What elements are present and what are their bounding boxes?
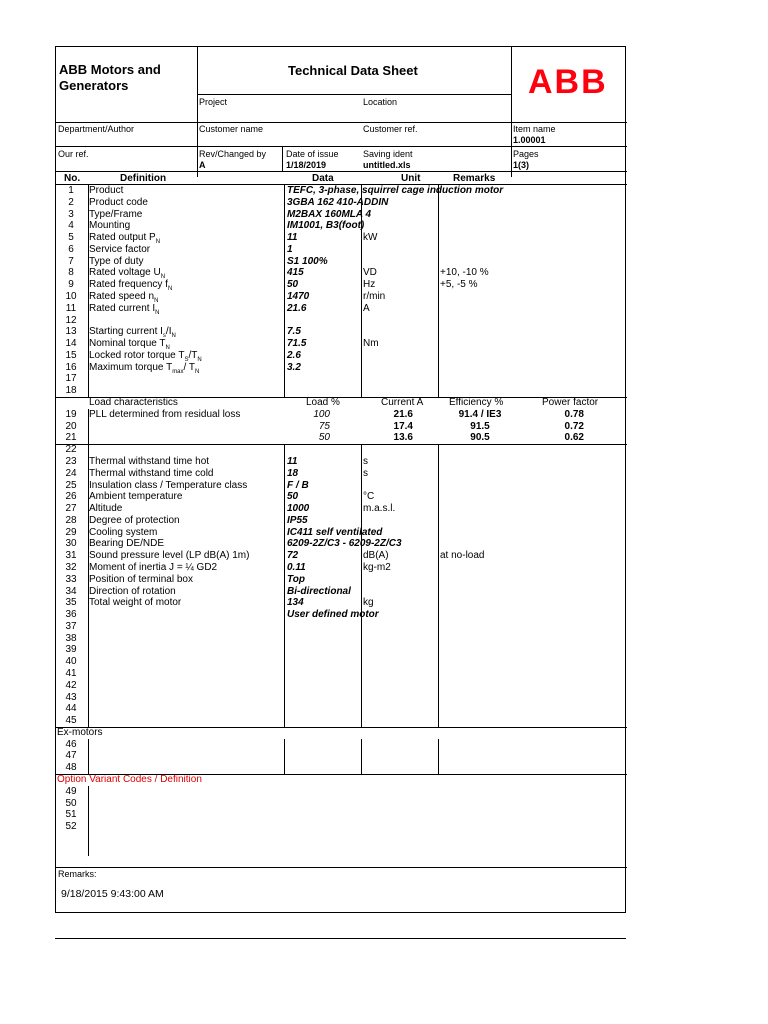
table-row [56, 515, 627, 527]
row-number: 48 [65, 762, 77, 774]
our-ref-label: Our ref. [58, 149, 89, 159]
row-data: 2.6 [287, 349, 301, 361]
saving-ident-value: untitled.xls [363, 160, 411, 170]
table-row [56, 491, 627, 503]
load-col-efficiency: Efficiency % [449, 397, 504, 409]
ex-motors-text: Ex-motors [57, 726, 103, 738]
row-data: Bi-directional [287, 585, 351, 597]
row-number: 25 [65, 479, 77, 491]
load-power-factor: 0.78 [564, 408, 584, 420]
load-power-factor: 0.72 [564, 420, 584, 432]
item-name-label: Item name [513, 124, 556, 134]
load-col-power-factor: Power factor [542, 397, 599, 409]
definition-text: Sound pressure level (LP dB(A) 1m) [89, 550, 250, 562]
row-unit: °C [363, 491, 375, 503]
date-value: 1/18/2019 [286, 160, 327, 170]
table-row [56, 633, 627, 645]
load-efficiency: 91.4 / IE3 [458, 408, 502, 420]
document-title: Technical Data Sheet [288, 63, 418, 78]
row-definition [89, 538, 164, 550]
row-unit: A [363, 302, 370, 314]
table-row [56, 845, 627, 857]
row-data: 7.5 [287, 326, 301, 338]
col-header-data: Data [312, 173, 334, 184]
row-data: 1470 [287, 291, 310, 303]
table-row [56, 220, 627, 232]
row-data: 415 [287, 267, 304, 279]
definition-subscript: N [155, 309, 160, 316]
definition-text-2: /T [188, 349, 198, 361]
row-unit: kg [363, 597, 374, 609]
row-number: 32 [65, 561, 77, 573]
row-data: 6209-2Z/C3 - 6209-2Z/C3 [287, 538, 402, 550]
row-definition [89, 209, 142, 221]
load-title: Load characteristics [89, 397, 178, 409]
col-header-unit: Unit [401, 173, 421, 184]
row-number: 3 [68, 208, 74, 220]
option-text: Option Variant Codes / Definition [57, 774, 202, 785]
row-data: 21.6 [287, 302, 307, 314]
row-unit: r/min [363, 291, 386, 303]
load-col-load: Load % [306, 397, 340, 409]
row-number: 1 [68, 185, 74, 196]
row-data: IC411 self ventilated [287, 526, 383, 538]
definition-text: Altitude [89, 503, 123, 515]
table-row [56, 256, 627, 268]
table-row [56, 656, 627, 668]
definition-text: Nominal torque T [89, 338, 166, 350]
row-number: 40 [65, 656, 77, 668]
department-label: Department/Author [58, 124, 135, 134]
row-data: F / B [287, 479, 309, 491]
row-data: 11 [287, 455, 298, 467]
row-remarks: +10, -10 % [440, 267, 489, 279]
row-definition [89, 480, 247, 492]
col-header-no: No. [64, 173, 81, 184]
table-row [56, 185, 627, 197]
definition-text: Position of terminal box [89, 573, 193, 585]
row-definition [89, 574, 193, 586]
row-data: User defined motor [287, 609, 379, 621]
table-row [56, 232, 627, 244]
row-unit: Nm [363, 338, 379, 350]
table-row [56, 586, 627, 598]
table-row [56, 350, 627, 362]
definition-text-2: / T [183, 361, 196, 373]
row-number: 27 [65, 503, 77, 515]
row-number: 16 [65, 361, 77, 373]
row-data: 0.11 [287, 561, 306, 573]
company-line-1: ABB Motors and [59, 62, 161, 77]
table-row [56, 279, 627, 291]
table-row [56, 692, 627, 704]
table-row [56, 668, 627, 680]
definition-text: Service factor [89, 243, 151, 255]
row-number: 51 [65, 809, 77, 821]
row-number: 30 [65, 538, 77, 550]
definition-text: Locked rotor torque T [89, 349, 185, 361]
table-row [56, 550, 627, 562]
row-number: 28 [65, 514, 77, 526]
row-definition [89, 468, 214, 480]
row-definition [89, 597, 181, 609]
row-number: 10 [65, 291, 77, 303]
table-row [56, 750, 627, 762]
ex-motors-label [56, 727, 627, 739]
row-data: 50 [287, 491, 299, 503]
load-header-row [56, 397, 627, 409]
row-number: 37 [65, 620, 77, 632]
data-sheet [55, 46, 626, 913]
row-number: 12 [65, 314, 77, 326]
row-data: IP55 [287, 514, 308, 526]
definition-text: Ambient temperature [89, 491, 183, 503]
definition-subscript: N [165, 345, 170, 352]
definition-text: Mounting [89, 220, 131, 232]
load-row [56, 421, 627, 433]
definition-subscript: N [154, 298, 159, 305]
definition-text: Rated frequency f [89, 279, 168, 291]
row-number: 22 [65, 444, 77, 456]
row-number: 45 [65, 715, 77, 727]
definition-subscript: N [160, 274, 166, 281]
definition-text: Thermal withstand time cold [89, 467, 214, 479]
row-number: 4 [68, 220, 74, 232]
definition-subscript: S [184, 356, 189, 363]
row-definition [89, 562, 217, 574]
row-number: 33 [65, 573, 77, 585]
row-number: 42 [65, 679, 77, 691]
row-definition [89, 550, 249, 562]
definition-text: Insulation class / Temperature class [89, 479, 248, 491]
table-row [56, 503, 627, 515]
row-definition [89, 185, 123, 197]
row-data: 3.2 [287, 361, 301, 373]
table-row [56, 385, 627, 397]
load-row [56, 432, 627, 444]
table-row [56, 362, 627, 374]
row-data: S1 100% [287, 255, 328, 267]
row-number: 23 [65, 455, 77, 467]
row-definition [89, 515, 180, 527]
definition-text: Direction of rotation [89, 585, 176, 597]
row-definition [89, 220, 130, 232]
load-percent: 75 [318, 420, 330, 432]
row-number: 34 [65, 585, 77, 597]
table-row [56, 574, 627, 586]
table-row [56, 609, 627, 621]
table-row [56, 809, 627, 821]
rev-label: Rev/Changed by [199, 149, 267, 159]
table-row [56, 739, 627, 751]
row-definition: PLL determined from residual loss [89, 408, 241, 420]
row-data: 1 [287, 243, 293, 255]
definition-text: Cooling system [89, 526, 158, 538]
page-bottom-rule [55, 938, 626, 939]
row-number: 47 [65, 750, 77, 762]
row-definition [89, 503, 122, 515]
row-number: 52 [65, 821, 77, 833]
definition-subscript: N [167, 286, 173, 293]
table-row [56, 468, 627, 480]
load-current: 13.6 [393, 432, 413, 444]
definition-text: Rated speed n [89, 291, 155, 303]
definition-subscript: s [162, 333, 166, 340]
table-row [56, 715, 627, 727]
row-number: 14 [65, 338, 77, 350]
row-number: 26 [65, 491, 77, 503]
row-definition [89, 527, 157, 539]
table-row [56, 373, 627, 385]
definition-text: Rated output P [89, 232, 156, 244]
table-row [56, 562, 627, 574]
row-unit: Hz [363, 279, 376, 291]
row-data: M2BAX 160MLA 4 [287, 208, 372, 220]
row-definition [89, 256, 143, 268]
definition-subscript: N [155, 239, 161, 246]
row-unit: s [363, 467, 368, 479]
table-row [56, 291, 627, 303]
row-unit: kg-m2 [363, 561, 391, 573]
row-unit: m.a.s.l. [363, 503, 396, 515]
row-number: 38 [65, 632, 77, 644]
row-number: 5 [68, 232, 74, 244]
row-number: 35 [65, 597, 77, 609]
definition-text: Product code [89, 196, 148, 208]
table-row [56, 338, 627, 350]
load-percent: 50 [318, 432, 330, 444]
load-current: 17.4 [393, 420, 413, 432]
row-data: 18 [287, 467, 299, 479]
col-header-remarks: Remarks [453, 173, 496, 184]
definition-text-2: /I [165, 326, 172, 338]
table-row [56, 244, 627, 256]
abb-logo: ABB [528, 63, 608, 101]
option-label [56, 774, 627, 786]
load-row [56, 409, 627, 421]
row-number: 41 [65, 667, 77, 679]
table-row [56, 209, 627, 221]
col-header-definition: Definition [120, 173, 167, 184]
row-definition [89, 244, 150, 256]
row-number: 21 [65, 432, 77, 444]
table-row [56, 786, 627, 798]
table-row [56, 821, 627, 833]
definition-subscript-2: N [195, 368, 200, 375]
table-row [56, 798, 627, 810]
customer-name-label: Customer name [199, 124, 264, 134]
definition-text: Maximum torque T [89, 361, 173, 373]
row-number: 9 [68, 279, 74, 291]
definition-text: Rated voltage U [89, 267, 161, 279]
definition-text: Total weight of motor [89, 597, 182, 609]
row-unit: s [363, 455, 368, 467]
row-data: 134 [287, 597, 304, 609]
company-line-2: Generators [59, 78, 129, 93]
table-row [56, 527, 627, 539]
load-current: 21.6 [393, 408, 413, 420]
row-definition [89, 456, 209, 468]
row-number: 31 [65, 550, 77, 562]
definition-text: Moment of inertia J = ¼ GD2 [89, 561, 218, 573]
table-row [56, 267, 627, 279]
row-unit: kW [363, 232, 378, 244]
load-efficiency: 90.5 [470, 432, 490, 444]
company-name [59, 62, 161, 94]
row-data: 72 [287, 550, 299, 562]
row-number: 19 [65, 408, 77, 420]
project-label: Project [199, 97, 228, 107]
row-number: 46 [65, 738, 77, 750]
definition-text: Degree of protection [89, 514, 180, 526]
load-efficiency: 91.5 [470, 420, 490, 432]
table-row [56, 833, 627, 845]
row-data: 1000 [287, 503, 310, 515]
table-row [56, 197, 627, 209]
row-definition [89, 491, 182, 503]
table-row [56, 538, 627, 550]
saving-ident-label: Saving ident [363, 149, 413, 159]
row-data: 11 [287, 232, 298, 244]
row-data: Top [287, 573, 305, 585]
row-number: 18 [65, 385, 77, 397]
definition-text: Rated current I [89, 302, 156, 314]
row-number: 24 [65, 467, 77, 479]
row-number: 39 [65, 644, 77, 656]
row-remarks: at no-load [440, 550, 485, 562]
definition-text: Type of duty [89, 255, 144, 267]
row-number: 7 [68, 255, 74, 267]
customer-ref-label: Customer ref. [363, 124, 418, 134]
rev-value: A [199, 160, 206, 170]
table-row [56, 680, 627, 692]
table-row [56, 456, 627, 468]
table-row [56, 303, 627, 315]
table-row [56, 621, 627, 633]
row-number: 49 [65, 785, 77, 797]
row-number: 13 [65, 326, 77, 338]
row-number: 20 [65, 420, 77, 432]
row-number: 36 [65, 609, 77, 621]
table-row [56, 762, 627, 774]
row-number: 44 [65, 703, 77, 715]
row-unit: dB(A) [363, 550, 389, 562]
table-row [56, 703, 627, 715]
definition-text: Type/Frame [89, 208, 143, 220]
remarks-label: Remarks: [58, 869, 97, 879]
row-definition [89, 197, 148, 209]
definition-text: Starting current I [89, 326, 163, 338]
table-row [56, 444, 627, 456]
location-label: Location [363, 97, 398, 107]
definition-subscript-2: N [171, 333, 176, 340]
table-row [56, 315, 627, 327]
footer-timestamp: 9/18/2015 9:43:00 AM [61, 888, 164, 900]
row-number: 29 [65, 526, 77, 538]
table-row [56, 644, 627, 656]
definition-text: Product [89, 185, 124, 196]
load-percent: 100 [313, 408, 330, 420]
row-number: 8 [68, 267, 74, 279]
row-remarks: +5, -5 % [440, 279, 478, 291]
row-data: TEFC, 3-phase, squirrel cage induction motor [287, 185, 504, 196]
row-number: 15 [65, 349, 77, 361]
date-label: Date of issue [286, 149, 339, 159]
load-col-current: Current A [381, 397, 424, 409]
pages-value: 1(3) [513, 160, 530, 170]
table-row [56, 597, 627, 609]
load-power-factor: 0.62 [564, 432, 584, 444]
row-number: 50 [65, 797, 77, 809]
row-data: 71.5 [287, 338, 307, 350]
row-data: 3GBA 162 410-ADDIN [287, 196, 389, 208]
definition-text: Thermal withstand time hot [89, 455, 210, 467]
table-row [56, 326, 627, 338]
table-row [56, 480, 627, 492]
row-number: 43 [65, 691, 77, 703]
row-data: IM1001, B3(foot) [287, 220, 365, 232]
definition-text: Bearing DE/NDE [89, 538, 165, 550]
row-number: 11 [65, 302, 77, 314]
definition-subscript: max [172, 368, 184, 375]
item-name-value: 1.00001 [513, 135, 546, 145]
row-definition [89, 586, 176, 598]
definition-subscript-2: N [197, 356, 202, 363]
pages-label: Pages [513, 149, 539, 159]
row-data: 50 [287, 279, 299, 291]
row-number: 6 [68, 243, 74, 255]
row-unit: VD [363, 267, 377, 279]
row-number: 2 [68, 196, 74, 208]
row-number: 17 [65, 373, 77, 385]
